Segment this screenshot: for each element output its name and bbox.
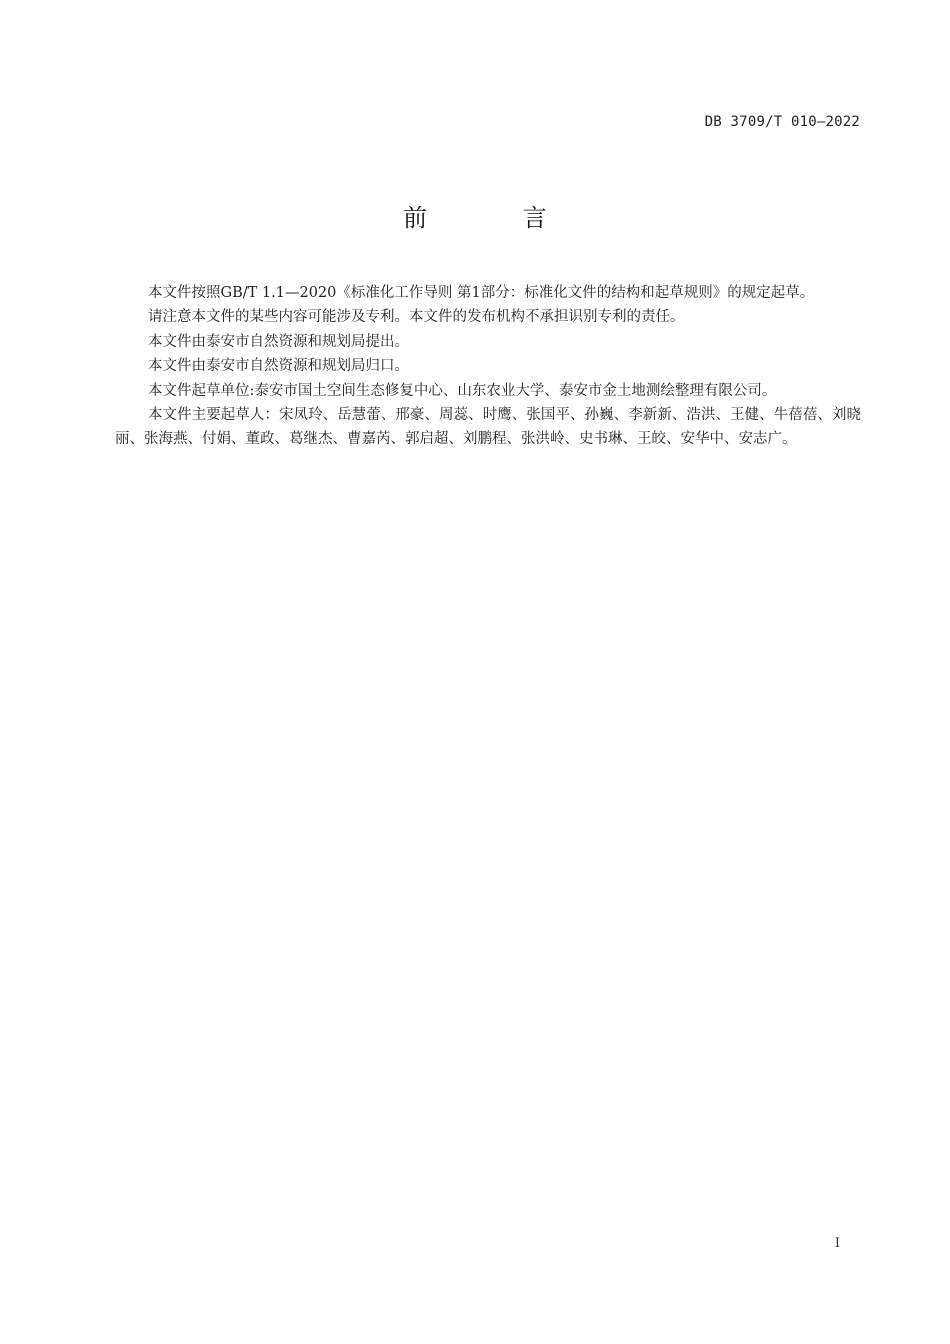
page-number: I (834, 1236, 840, 1251)
page-title: 前 言 (403, 204, 591, 232)
paragraph-drafters: 本文件主要起草人：宋凤玲、岳慧蕾、邢豪、周蕊、时鹰、张国平、孙巍、李新新、浩洪、王健、牛蓓蓓、刘晓丽、张海燕、付娟、董政、葛继杰、曹嘉芮、郭启超、刘鹏程、张洪岭、史书琳、王皎、安华中、安志广。 (115, 407, 861, 448)
paragraph-drafting-rules: 本文件按照GB/T 1.1—2020《标准化工作导则 第1部分：标准化文件的结构和起草规则》的规定起草。 (148, 285, 815, 301)
foreword-body (115, 281, 861, 452)
paragraph-patent-notice: 请注意本文件的某些内容可能涉及专利。本文件的发布机构不承担识别专利的责任。 (148, 309, 685, 326)
document-code: DB 3709/T 010—2022 (704, 114, 860, 130)
paragraph-proposed-by: 本文件由泰安市自然资源和规划局提出。 (148, 333, 409, 350)
paragraph-drafting-units: 本文件起草单位:泰安市国土空间生态修复中心、山东农业大学、泰安市金土地测绘整理有限公司。 (148, 382, 777, 399)
paragraph-centralized-by: 本文件由泰安市自然资源和规划局归口。 (148, 358, 409, 375)
